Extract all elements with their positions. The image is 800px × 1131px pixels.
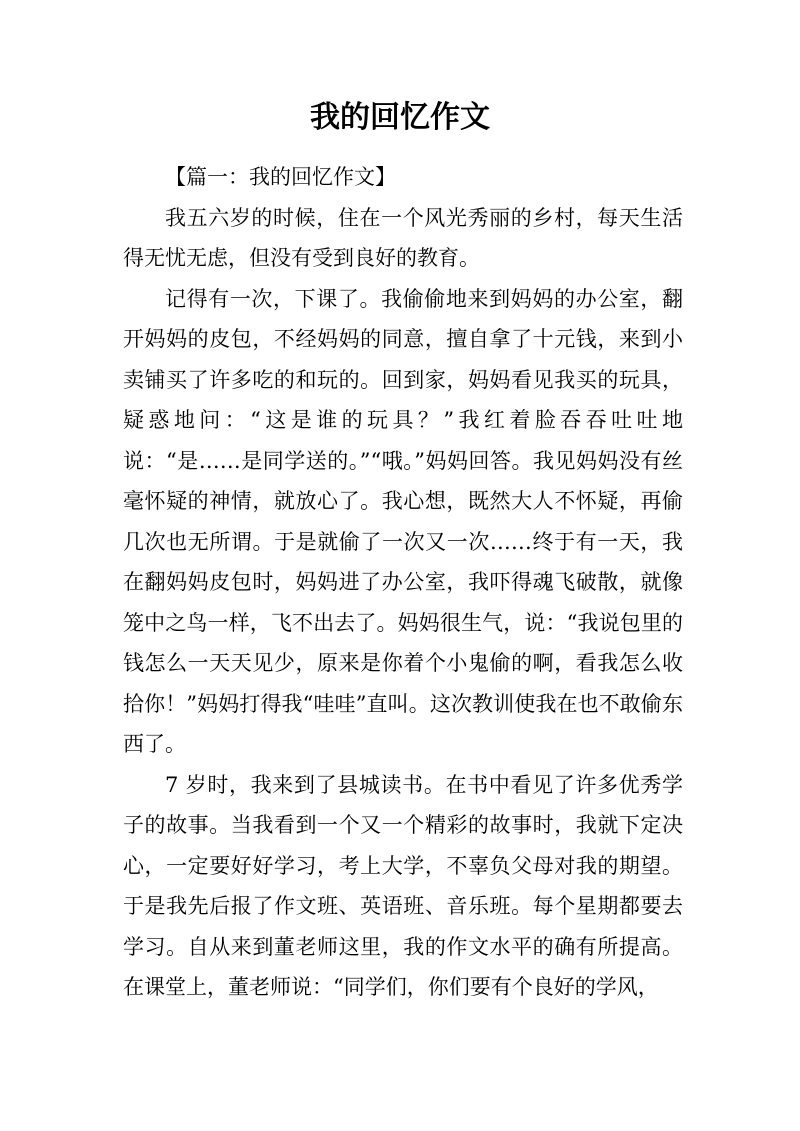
paragraph: 7 岁时，我来到了县城读书。在书中看见了许多优秀学子的故事。当我看到一个又一个精彩的故事时，我就下定决心，一定要好好学习，考上大学，不辜负父母对我的期望。于是我先后报了作文班、英语班、音乐班。每个星期都要去学习。自从来到董老师这里，我的作文水平的确有所提高。在课堂上，董老师说：“同学们，你们要有个良好的学风， xyxy=(123,772,683,999)
paragraph: 我五六岁的时候，住在一个风光秀丽的乡村，每天生活得无忧无虑，但没有受到良好的教育。 xyxy=(123,205,683,270)
document-body xyxy=(123,157,683,1008)
section-heading: 【篇一：我的回忆作文】 xyxy=(165,165,396,189)
page-title: 我的回忆作文 xyxy=(310,100,490,135)
paragraph: 记得有一次，下课了。我偷偷地来到妈妈的办公室，翻开妈妈的皮包，不经妈妈的同意，擅自拿了十元钱，来到小卖铺买了许多吃的和玩的。回到家，妈妈看见我买的玩具，疑惑地问：“这是谁的玩具？”我红着脸吞吞吐吐地说：“是……是同学送的。”“哦。”妈妈回答。我见妈妈没有丝毫怀疑的神情，就放心了。我心想，既然大人不怀疑，再偷几次也无所谓。于是就偷了一次又一次……终于有一天，我在翻妈妈皮包时，妈妈进了办公室，我吓得魂飞破散，就像笼中之鸟一样，飞不出去了。妈妈很生气，说：“我说包里的钱怎么一天天见少，原来是你着个小鬼偷的啊，看我怎么收拾你！”妈妈打得我“哇哇”直叫。这次教训使我在也不敢偷东西了。 xyxy=(123,286,683,756)
